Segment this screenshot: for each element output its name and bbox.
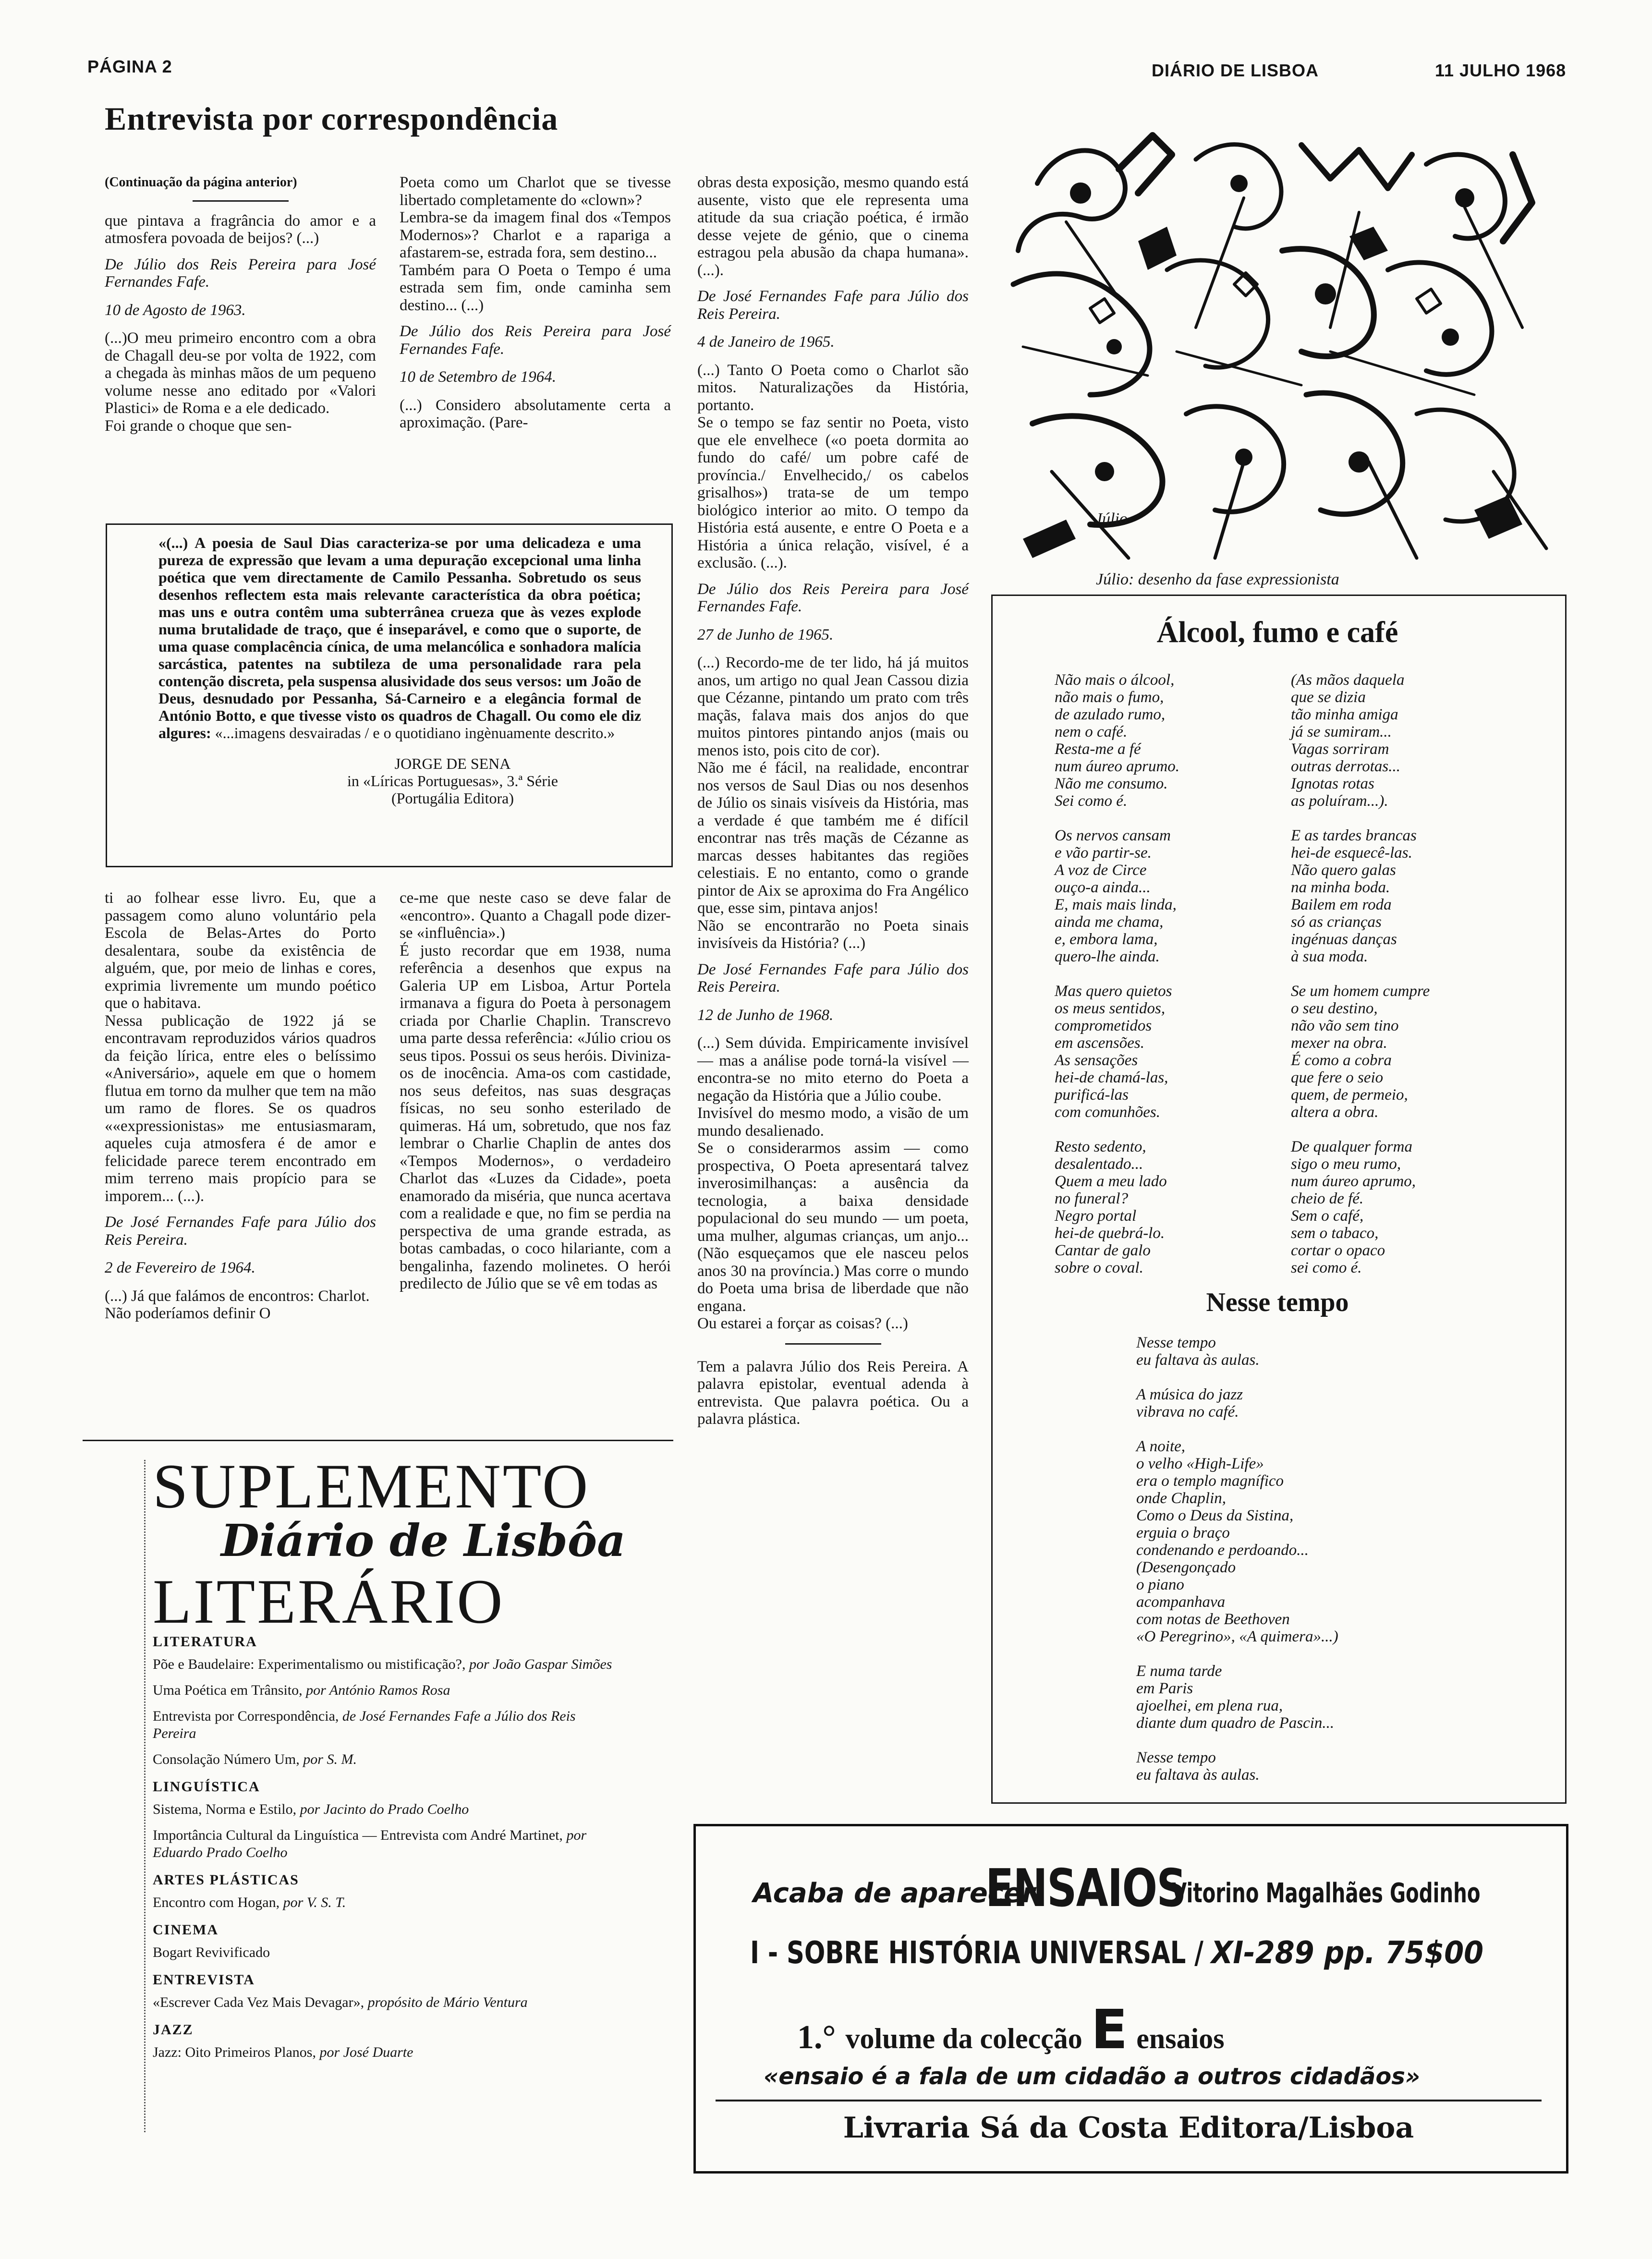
supplement-section-heading: ARTES PLÁSTICAS — [153, 1872, 299, 1888]
paragraph: Ou estarei a forçar as coisas? (...) — [697, 1315, 908, 1332]
letter-signature: De Júlio dos Reis Pereira para José Fernandes Fafe. — [400, 323, 671, 358]
supplement-item-title: Consolação Número Um, — [153, 1751, 304, 1767]
letter-signature: De José Fernandes Fafe para Júlio dos Reis Pereira. — [105, 1214, 376, 1249]
poem-left-stanzas: Não mais o álcool, não mais o fumo, de azulado rumo, nem o café. Resta-me a fé num áureo aprumo. Não me consumo. Sei como é. Os nervos cansam e vão partir-se. A voz de Circe ouço-a ainda... E, mais mais linda, ainda me chama, e, embora lama, quero-lhe ainda. Mas quero quietos os meus sentidos, comprometidos em ascensões. As sensações hei-de chamá-las, purificá-las com comunhões. Resto sedento, desalentado... Quem a meu lado no funeral? Negro portal hei-de quebrá-lo. Cantar de galo sobre o coval. — [1055, 671, 1180, 1276]
supplement-masthead-line3: LITERÁRIO — [153, 1566, 505, 1637]
quote-text — [158, 534, 641, 807]
supplement-item — [153, 1827, 614, 1861]
letter-signature: De Júlio dos Reis Pereira para José Fernandes Fafe. — [697, 580, 969, 615]
letter-date: 12 de Junho de 1968. — [697, 1006, 834, 1024]
quote-source: in «Líricas Portuguesas», 3.ª Série — [347, 772, 558, 789]
paragraph: Se o tempo se faz sentir no Poeta, visto que ele envelhece («o poeta dormita ao fundo do café/ um pobre café de província./ Envelhecido,/ os cabelos grisalhos») trata-se de um tempo biológico interior ao mito. O tempo da História está ausente, e entre O Poeta e a História a única relação, visível, é a exclusão. (...). — [697, 414, 969, 571]
supplement-item-author: por António Ramos Rosa — [306, 1682, 450, 1698]
illustration-caption: Júlio: desenho da fase expressionista — [1096, 571, 1339, 588]
supplement-item — [153, 1751, 614, 1768]
supplement-item-title: Põe e Baudelaire: Experimentalismo ou mistificação?, — [153, 1656, 469, 1672]
ad-publisher: Livraria Sá da Costa Editora/Lisboa — [843, 2111, 1414, 2145]
supplement-section-heading: ENTREVISTA — [153, 1972, 255, 1988]
ad-price: XI-289 pp. 75$00 — [1211, 1935, 1484, 1971]
paragraph: Também para O Poeta o Tempo é uma estrada sem fim, onde caminha sem destino... (...) — [400, 261, 671, 314]
paragraph: ti ao folhear esse livro. Eu, que a passagem como aluno voluntário pela Escola de Belas-Artes do Porto desalentara, soube da existência de alguém, que, por meio de linhas e cores, exprimia livremente um mundo poético que o habitava. — [105, 889, 376, 1012]
closing-note: Tem a palavra Júlio dos Reis Pereira. A palavra epistolar, eventual adenda à entrevista. Que palavra poética. Ou a palavra plástica. — [697, 1358, 969, 1428]
continuation-note: (Continuação da página anterior) — [105, 175, 297, 190]
paragraph: Lembra-se da imagem final dos «Tempos Modernos»? Charlot e a rapariga a afastarem-se, estrada fora, sem destino... — [400, 209, 671, 261]
supplement-section-heading: CINEMA — [153, 1922, 219, 1938]
letter-date: 10 de Setembro de 1964. — [400, 368, 556, 386]
supplement-item — [153, 1801, 614, 1818]
ad-author: Vitorino Magalhães Godinho — [1172, 1878, 1481, 1909]
supplement-item-author: por V. S. T. — [283, 1895, 346, 1910]
paragraph: Não me é fácil, na realidade, encontrar nos versos de Saul Dias ou nos desenhos de Júlio os sinais visíveis da História, mas a verdade é que também me é difícil encontrar nas três maçãs de Cézanne as marcas desses habitantes das regiões celestiais. E no entanto, como o grande pintor de Aix se aproxima do Fra Angélico que, esse sim, pintava anjos! — [697, 759, 969, 917]
supplement-section-heading: LINGUÍSTICA — [153, 1779, 260, 1795]
supplement-item-title: Bogart Revivificado — [153, 1944, 270, 1960]
quote-plain: «...imagens desvairadas / e o quotidiano ingènuamente descrito.» — [211, 724, 615, 741]
supplement-left-rule — [144, 1460, 147, 2132]
supplement-item-title: Importância Cultural da Linguística — Entrevista com André Martinet, — [153, 1827, 567, 1843]
paragraph: (...) Já que falámos de encontros: Charlot. — [105, 1287, 370, 1305]
paragraph: (...) Considero absolutamente certa a aproximação. (Pare- — [400, 396, 671, 431]
issue-date: 11 JULHO 1968 — [1435, 61, 1567, 80]
ad-volume-text: volume da colecção — [845, 2023, 1082, 2054]
article-column-2 — [400, 174, 671, 440]
ad-motto: «ensaio é a fala de um cidadão a outros cidadãos» — [764, 2063, 1421, 2090]
supplement-item-author: por Eduardo Prado Coelho — [153, 1827, 587, 1860]
ad-lead: Acaba de aparecer — [753, 1878, 1035, 1909]
supplement-item-author: por Jacinto do Prado Coelho — [300, 1801, 469, 1817]
supplement-item-author: por S. M. — [303, 1751, 357, 1767]
letter-date: 4 de Janeiro de 1965. — [697, 333, 835, 351]
supplement-item — [153, 1708, 614, 1742]
letter-date: 10 de Agosto de 1963. — [105, 301, 246, 319]
article-column-1-continued — [105, 889, 376, 1331]
supplement-item-author: propósito de Mário Ventura — [367, 1994, 528, 2010]
paragraph: Foi grande o choque que sen- — [105, 417, 292, 435]
letter-signature: De José Fernandes Fafe para Júlio dos Reis Pereira. — [697, 288, 969, 323]
ad-divider — [716, 2100, 1542, 2101]
paragraph: Não se encontrarão no Poeta sinais invisíveis da História? (...) — [697, 917, 969, 952]
paragraph: Invisível do mesmo modo, a visão de um mundo desalienado. — [697, 1105, 969, 1140]
paragraph: (...) Tanto O Poeta como o Charlot são mitos. Naturalizações da História, portanto. — [697, 361, 969, 414]
article-column-1 — [105, 174, 376, 443]
paragraph: Se o considerarmos assim — como prospectiva, O Poeta apresentará talvez inverosimilhanças: a ausência da tecnologia, a baixa densidade populacional do seu mundo — um poeta, uma mulher, algumas crianças, um anjo... (Não esqueçamos que ele nasceu pelos anos 30 na província.) Mas corre o mundo do Poeta uma brisa de liberdade que não engana. — [697, 1140, 969, 1315]
poem-title: Álcool, fumo e café — [1156, 616, 1398, 649]
supplement-contents — [153, 1623, 614, 2070]
paragraph: (...)O meu primeiro encontro com a obra de Chagall deu-se por volta de 1922, com a chegada às minhas mãos de um pequeno volume nesse ano editado por «Valori Plastici» de Roma e a ele dedicado. — [105, 329, 376, 417]
ad-subtitle: I - SOBRE HISTÓRIA UNIVERSAL / — [750, 1935, 1203, 1971]
page-number: PÁGINA 2 — [87, 57, 172, 76]
letter-signature: De Júlio dos Reis Pereira para José Fernandes Fafe. — [105, 255, 376, 291]
paragraph: ce-me que neste caso se deve falar de «encontro». Quanto a Chagall pode dizer-se «influência».) — [400, 889, 671, 942]
expressionist-drawing — [994, 126, 1561, 568]
article-column-2-continued — [400, 889, 671, 1301]
article-column-3 — [697, 174, 969, 1437]
letter-date: 2 de Fevereiro de 1964. — [105, 1259, 255, 1276]
supplement-item-title: Jazz: Oito Primeiros Planos, — [153, 2044, 320, 2060]
poem-nesse-tempo: Nesse tempo eu faltava às aulas. A música do jazz vibrava no café. A noite, o velho «High-Life» era o templo magnífico onde Chaplin, Como o Deus da Sistina, erguia o braço condenando e perdoando... (Desengonçado o piano acompanhava com notas de Beethoven «O Peregrino», «A quimera»...) E numa tarde em Paris ajoelhei, em plena rua, diante dum quadro de Pascin... Nesse tempo eu faltava às aulas. — [1136, 1334, 1338, 1784]
supplement-masthead-line2: Diário de Lisbôa — [221, 1515, 626, 1567]
letter-date: 27 de Junho de 1965. — [697, 626, 834, 644]
divider — [785, 1343, 881, 1345]
paragraph: (...) Recordo-me de ter lido, há já muitos anos, um artigo no qual Jean Cassou dizia que Cézanne, pintando um prato com três maçãs, falava mais dos anjos do que muitos pintores pintando anjos (mais ou menos isto, pois cito de cor). — [697, 654, 969, 759]
poem-title: Nesse tempo — [1206, 1287, 1349, 1317]
letter-signature: De José Fernandes Fafe para Júlio dos Reis Pereira. — [697, 960, 969, 996]
supplement-item — [153, 2044, 614, 2061]
supplement-item — [153, 1656, 614, 1673]
supplement-section-heading: LITERATURA — [153, 1634, 257, 1650]
ad-collection-name: ensaios — [1136, 2023, 1225, 2054]
quote-source-publisher: (Portugália Editora) — [391, 789, 514, 807]
supplement-item — [153, 1944, 614, 1961]
supplement-item-title: Encontro com Hogan, — [153, 1895, 283, 1910]
article-title: Entrevista por correspondência — [105, 100, 559, 137]
paragraph: Poeta como um Charlot que se tivesse libertado completamente do «clown»? — [400, 174, 671, 209]
artist-signature: Júlio — [1095, 510, 1128, 528]
supplement-item-author: por João Gaspar Simões — [469, 1656, 612, 1672]
quote-bold: «(...) A poesia de Saul Dias caracteriza-se por uma delicadeza e uma pureza de expressão que levam a uma depuração excepcional uma linha poética que vem directamente de Camilo Pessanha. Sobretudo os seus desenhos reflectem esta mais relevante característica da obra poética; mas uns e outra contêm uma subterrânea crueza que às vezes explode numa brutalidade de traço, que é inseparável, e como que o suporte, de uma quase complacência cínica, de uma melancólica e sonhadora malícia sarcástica, patentes na subtileza de uma personalidade rara pela contenção discreta, pela suspensa alusividade dos seus versos: um João de Deus, desnudado por Pessanha, Sá-Carneiro e a elegância formal de António Botto, e que tivesse visto os quadros de Chagall. Ou como ele diz algures: — [158, 534, 641, 741]
ad-collection-logo: E — [1091, 1999, 1128, 2061]
supplement-item — [153, 1994, 614, 2011]
paragraph: É justo recordar que em 1938, numa referência a desenhos que expus na Galeria UP em Lisboa, Artur Portela irmanava a figura do Poeta à personagem criada por Charlie Chaplin. Transcrevo uma parte dessa referência: «Júlio criou os seus tipos. Possui os seus heróis. Diviniza-os de inocência. Ama-os com castidade, nos seus defeitos, nas suas desgraças físicas, no seu sonho esterilado de quimeras. Há um, sobretudo, que nos faz lembrar o Charlie Chaplin de antes dos «Tempos Modernos», o verdadeiro Charlot das «Luzes da Cidade», poeta enamorado da miséria, que nunca acertava com a realidade e que, no fim se perdia na perspectiva de uma grande estrada, as botas cambadas, o coco hilariante, com a bengalinha, fazendo molinetes. O herói predilecto de Júlio que se vê em todas as — [400, 942, 671, 1292]
supplement-item — [153, 1682, 614, 1699]
poem-right-stanzas: (As mãos daquela que se dizia tão minha amiga já se sumiram... Vagas sorriram outras derrotas... Ignotas rotas as poluíram...). E as tardes brancas hei-de esquecê-las. Não quero galas na minha boda. Bailem em roda só as crianças ingénuas danças à sua moda. Se um homem cumpre o seu destino, não vão sem tino mexer na obra. É como a cobra que fere o seio quem, de permeio, altera a obra. De qualquer forma sigo o meu rumo, num áureo aprumo, cheio de fé. Sem o café, sem o tabaco, cortar o opaco sei como é. — [1291, 671, 1430, 1276]
ad-volume-line — [797, 1999, 1518, 2061]
divider — [193, 200, 289, 202]
divider — [83, 1440, 673, 1441]
paragraph: que pintava a fragrância do amor e a atmosfera povoada de beijos? (...) — [105, 212, 376, 247]
supplement-item-title: Uma Poética em Trânsito, — [153, 1682, 306, 1698]
paragraph: (...) Sem dúvida. Empiricamente invisível — mas a análise pode torná-la visível — encontra-se no mito eterno do Poeta a negação da História que a Júlio coube. — [697, 1034, 969, 1105]
newspaper-name: DIÁRIO DE LISBOA — [1152, 61, 1319, 80]
supplement-section-heading: JAZZ — [153, 2022, 194, 2038]
paragraph: Não poderíamos definir O — [105, 1305, 271, 1322]
supplement-item-author: de José Fernandes Fafe a Júlio dos Reis Pereira — [153, 1708, 576, 1741]
supplement-masthead-line1: SUPLEMENTO — [153, 1451, 590, 1521]
quote-author: JORGE DE SENA — [394, 755, 511, 772]
ad-volume-number: 1.° — [797, 2019, 836, 2056]
supplement-item — [153, 1894, 614, 1911]
ad-title: ENSAIOS — [985, 1858, 1186, 1919]
supplement-item-title: Sistema, Norma e Estilo, — [153, 1801, 300, 1817]
supplement-item-title: Entrevista por Correspondência, — [153, 1708, 342, 1724]
supplement-item-author: por José Duarte — [319, 2044, 413, 2060]
paragraph: Nessa publicação de 1922 já se encontravam reproduzidos vários quadros da feição lírica, entre eles o belíssimo «Aniversário», aquele em que o homem flutua em torno da mulher que tem na mão um ramo de flores. Se os quadros ««expressionistas» me entusiasmaram, aqueles cuja atmosfera é de amor e felicidade parece terem encontrado em mim terreno mais propício para se imporem... (...). — [105, 1012, 376, 1205]
paragraph: obras desta exposição, mesmo quando está ausente, visto que ele representa uma atitude da sua criação poética, é irmão desse vejete de génio, que o cinema estragou pela abusão da chapa humana». (...). — [697, 174, 969, 279]
supplement-item-title: «Escrever Cada Vez Mais Devagar», — [153, 1994, 368, 2010]
